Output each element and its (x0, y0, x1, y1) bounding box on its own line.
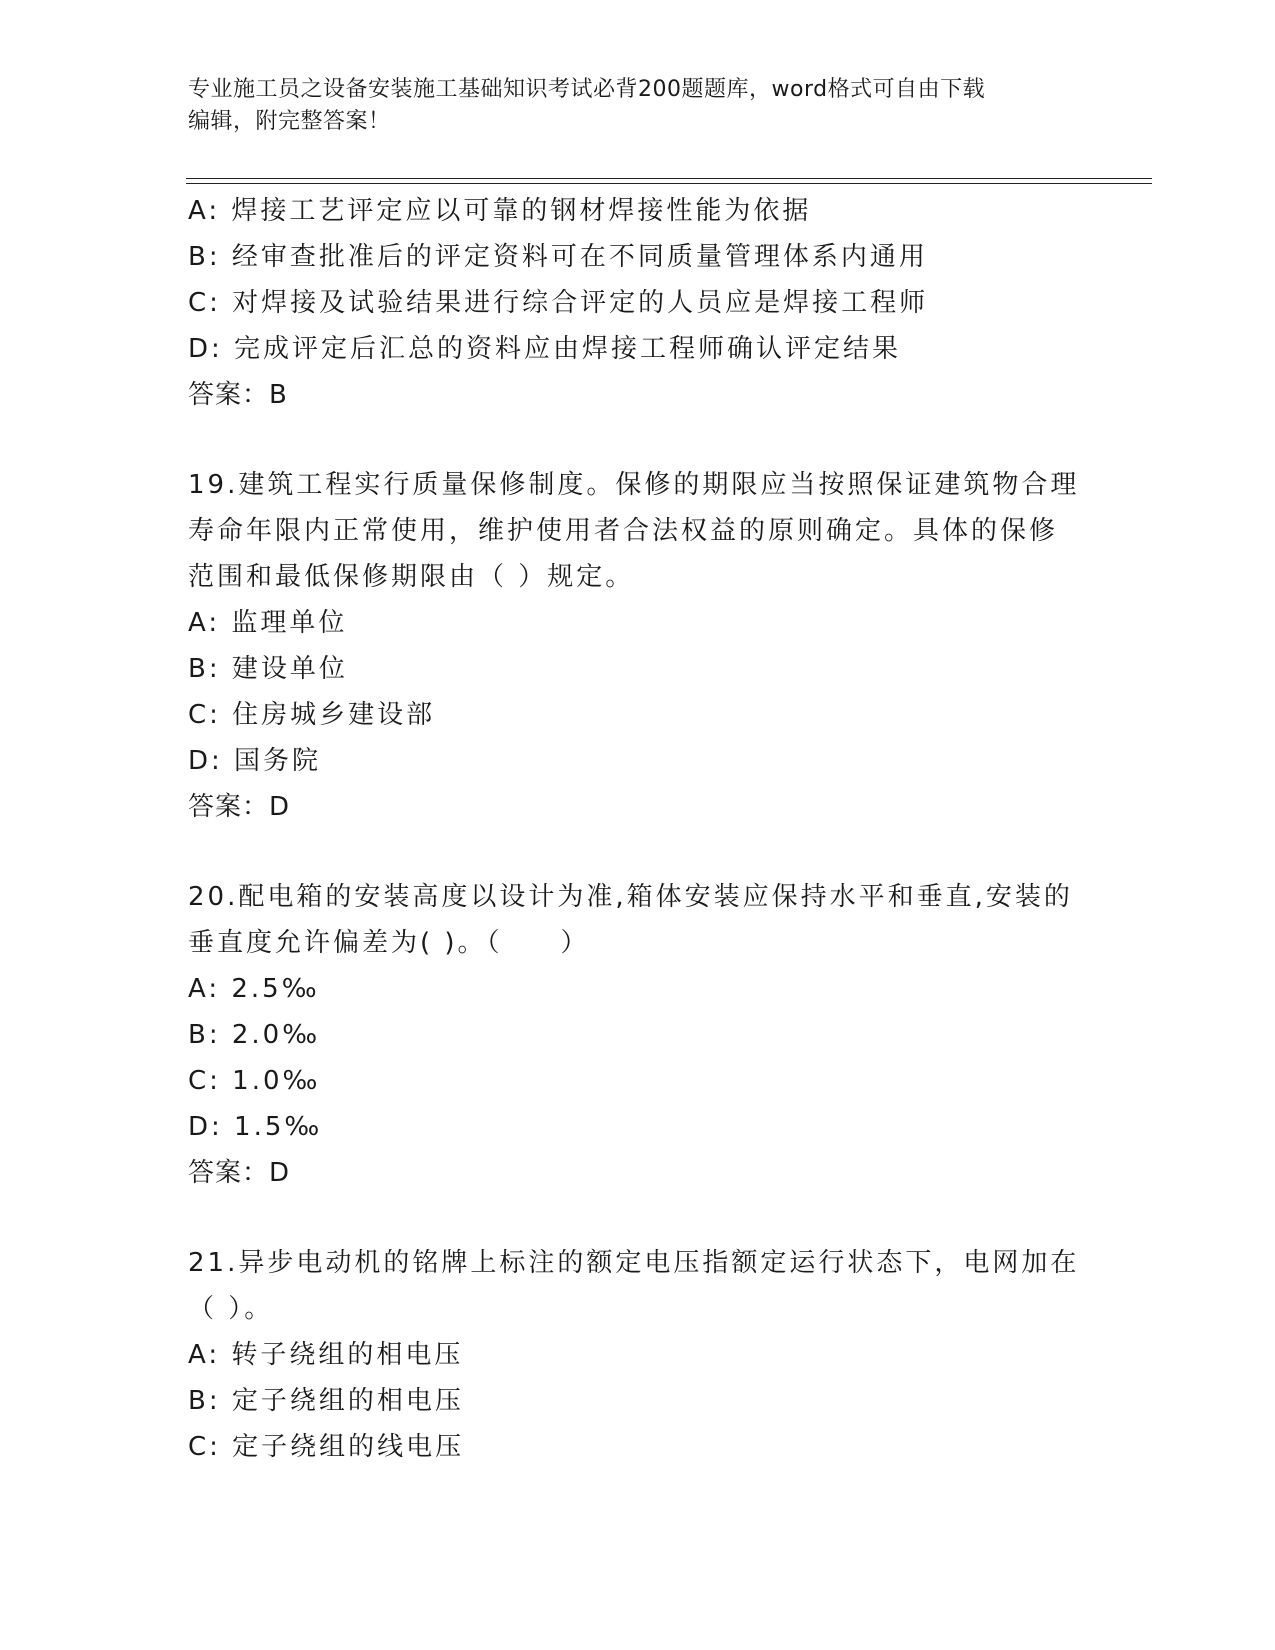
answer: 答案：D (188, 1158, 291, 1188)
option-b: B: 定子绕组的相电压 (188, 1386, 464, 1416)
option-c: C: 住房城乡建设部 (188, 700, 436, 730)
question-text-line: 寿命年限内正常使用，维护使用者合法权益的原则确定。具体的保修 (188, 516, 1059, 546)
option-a: A: 监理单位 (188, 608, 348, 638)
option-a: A: 2.5‰ (188, 974, 320, 1004)
option-c: C: 1.0‰ (188, 1066, 321, 1096)
question-19 (188, 462, 1088, 830)
answer: 答案：D (188, 792, 291, 822)
option-c: C: 定子绕组的线电压 (188, 1432, 465, 1462)
header-line-1: 专业施工员之设备安装施工基础知识考试必背200题题库，word格式可自由下载 (188, 77, 986, 102)
question-text-line: 21.异步电动机的铭牌上标注的额定电压指额定运行状态下，电网加在 (188, 1248, 1080, 1278)
header-rule-top (186, 178, 1152, 179)
question-content (188, 188, 1088, 1470)
question-text-line: （ ）。 (188, 1294, 274, 1324)
question-text-line: 垂直度允许偏差为( )。（ ） (188, 928, 590, 958)
option-b: B: 建设单位 (188, 654, 348, 684)
option-a: A: 转子绕组的相电压 (188, 1340, 464, 1370)
option-c: C: 对焊接及试验结果进行综合评定的人员应是焊接工程师 (188, 288, 929, 318)
question-18 (188, 188, 1088, 418)
header-rule-bottom (186, 183, 1152, 184)
option-b: B: 2.0‰ (188, 1020, 321, 1050)
question-20 (188, 874, 1088, 1196)
option-a: A: 焊接工艺评定应以可靠的钢材焊接性能为依据 (188, 196, 812, 226)
option-b: B: 经审查批准后的评定资料可在不同质量管理体系内通用 (188, 242, 928, 272)
option-d: D: 1.5‰ (188, 1112, 323, 1142)
header-line-2: 编辑，附完整答案！ (188, 109, 391, 134)
option-d: D: 国务院 (188, 746, 322, 776)
question-21 (188, 1240, 1088, 1470)
option-d: D: 完成评定后汇总的资料应由焊接工程师确认评定结果 (188, 334, 902, 364)
document-header (188, 74, 1088, 138)
question-text-line: 范围和最低保修期限由（ ）规定。 (188, 562, 635, 592)
question-text-line: 20.配电箱的安装高度以设计为准,箱体安装应保持水平和垂直,安装的 (188, 882, 1073, 912)
question-text-line: 19.建筑工程实行质量保修制度。保修的期限应当按照保证建筑物合理 (188, 470, 1080, 500)
answer: 答案：B (188, 380, 288, 410)
